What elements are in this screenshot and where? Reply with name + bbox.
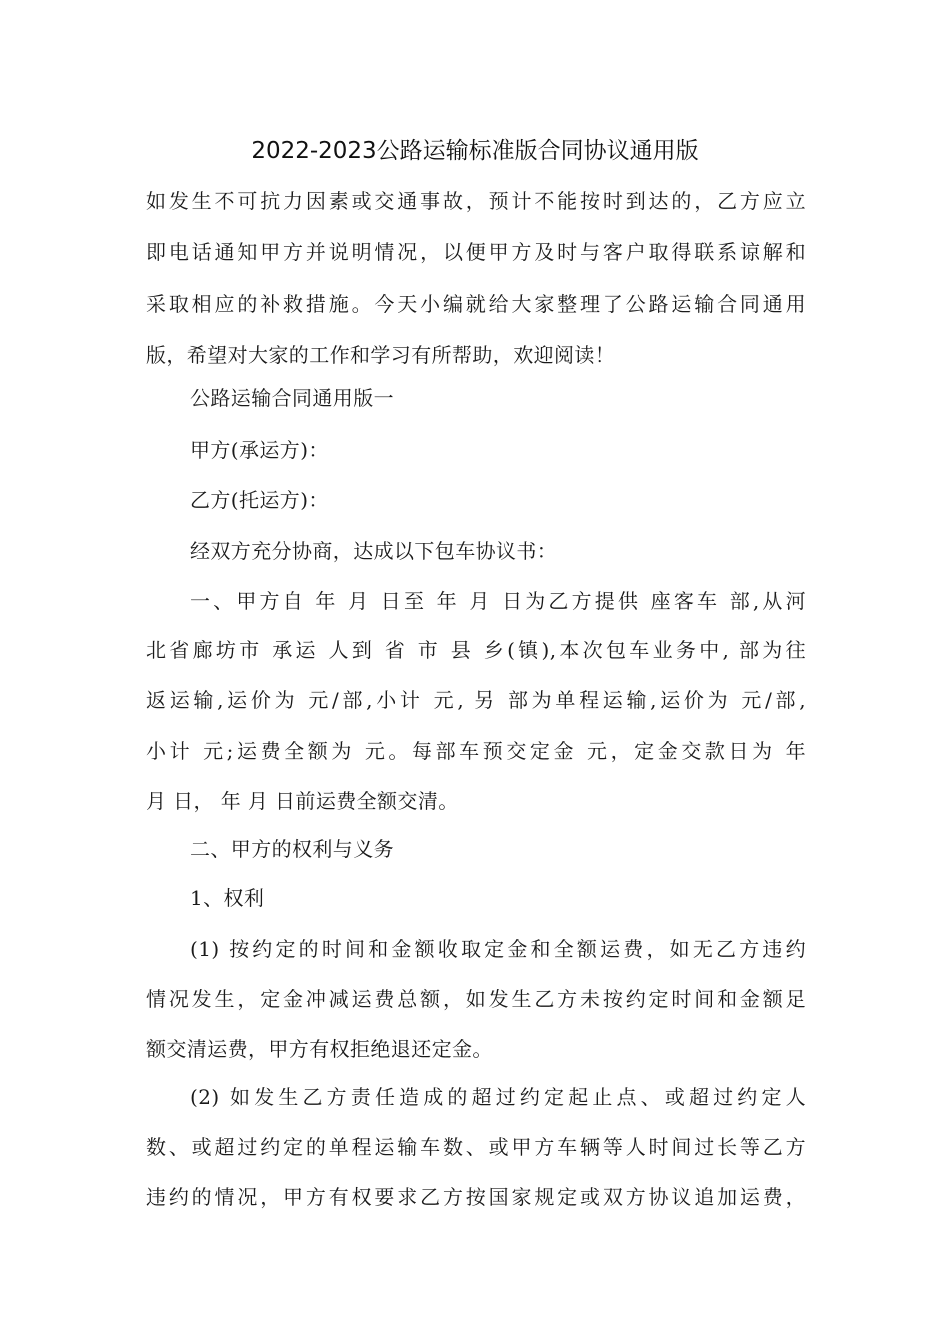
- paragraph-line: 即电话通知甲方并说明情况，以便甲方及时与客户取得联系谅解和: [146, 240, 806, 264]
- paragraph-line: 采取相应的补救措施。今天小编就给大家整理了公路运输合同通用: [146, 292, 806, 316]
- clause-line: 一、甲方自 年 月 日至 年 月 日为乙方提供 座客车 部,从河: [190, 589, 806, 613]
- clause-line: (1) 按约定的时间和金额收取定金和全额运费，如无乙方违约: [190, 937, 806, 961]
- clause-line: (2) 如发生乙方责任造成的超过约定起止点、或超过约定人: [190, 1085, 806, 1109]
- paragraph-line: 经双方充分协商，达成以下包车协议书：: [190, 539, 558, 563]
- document-title: 2022-2023公路运输标准版合同协议通用版: [251, 138, 699, 164]
- clause-line: 额交清运费，甲方有权拒绝退还定金。: [146, 1037, 493, 1061]
- clause-line: 月 日， 年 月 日前运费全额交清。: [146, 789, 459, 813]
- clause-line: 违约的情况，甲方有权要求乙方按国家规定或双方协议追加运费，: [146, 1185, 806, 1209]
- subsection-heading: 1、权利: [190, 886, 265, 910]
- clause-line: 数、或超过约定的单程运输车数、或甲方车辆等人时间过长等乙方: [146, 1135, 806, 1159]
- party-a-label: 甲方(承运方)：: [190, 438, 329, 462]
- section-heading: 公路运输合同通用版一: [190, 386, 394, 410]
- clause-line: 小计 元;运费全额为 元。每部车预交定金 元，定金交款日为 年: [146, 739, 806, 763]
- party-b-label: 乙方(托运方)：: [190, 488, 329, 512]
- clause-line: 情况发生，定金冲减运费总额，如发生乙方未按约定时间和金额足: [146, 987, 806, 1011]
- paragraph-line: 如发生不可抗力因素或交通事故，预计不能按时到达的，乙方应立: [146, 189, 806, 213]
- paragraph-line: 版，希望对大家的工作和学习有所帮助，欢迎阅读！: [146, 343, 616, 367]
- clause-line: 返运输,运价为 元/部,小计 元, 另 部为单程运输,运价为 元/部,: [146, 688, 806, 712]
- section-heading: 二、甲方的权利与义务: [190, 837, 394, 861]
- clause-line: 北省廊坊市 承运 人到 省 市 县 乡(镇),本次包车业务中, 部为往: [146, 638, 806, 662]
